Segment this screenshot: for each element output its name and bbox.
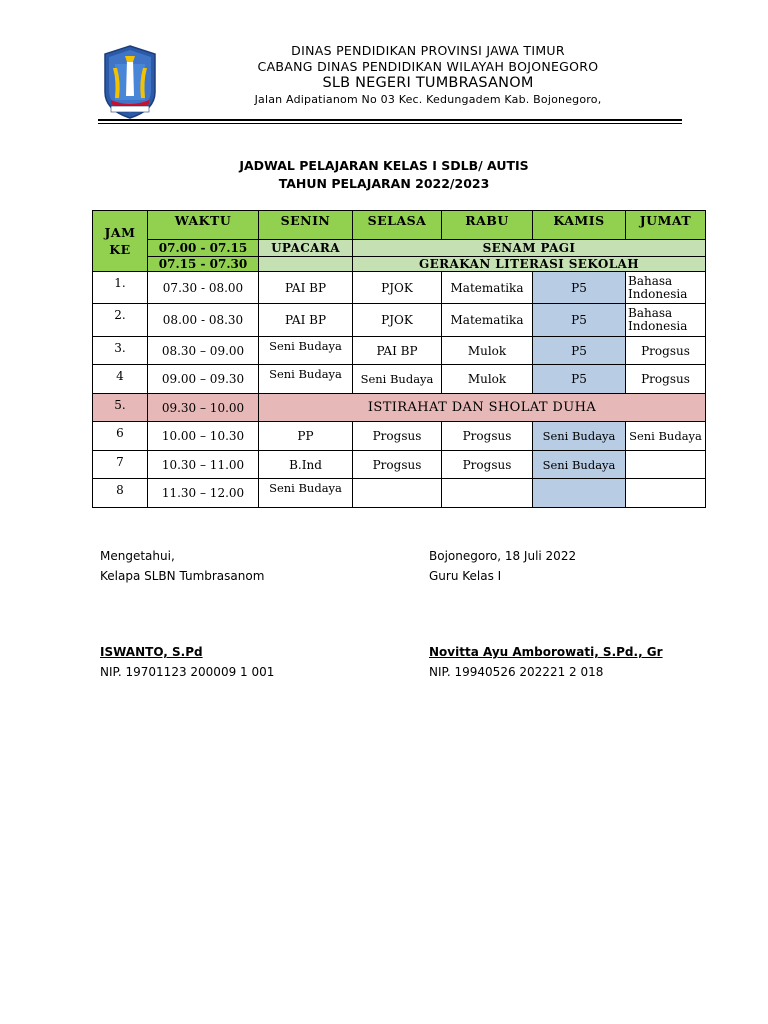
row-selasa: Progsus <box>353 451 442 479</box>
row-waktu: 07.30 - 08.00 <box>148 272 259 304</box>
row-jumat <box>626 451 706 479</box>
row-rabu: Progsus <box>442 451 533 479</box>
row-rabu: Mulok <box>442 337 533 365</box>
row-kamis: P5 <box>533 272 626 304</box>
table-row <box>93 422 706 451</box>
row-jam: 7 <box>93 451 148 479</box>
sig-left-name: ISWANTO, S.Pd <box>100 645 203 659</box>
east-java-emblem-icon <box>101 44 159 120</box>
letterhead-rule-thin <box>98 123 682 124</box>
table-row <box>93 337 706 365</box>
row-senin: PAI BP <box>259 272 353 304</box>
row-jam: 2. <box>93 304 148 337</box>
row-kamis: Seni Budaya <box>533 422 626 451</box>
sig-right-nip: NIP. 19940526 202221 2 018 <box>429 665 604 679</box>
row-selasa <box>353 479 442 508</box>
letterhead-agency: DINAS PENDIDIKAN PROVINSI JAWA TIMUR <box>291 43 565 58</box>
row-senin: B.Ind <box>259 451 353 479</box>
row-senin: Seni Budaya <box>259 365 353 394</box>
break-label: ISTIRAHAT DAN SHOLAT DUHA <box>259 394 706 422</box>
opening-activity-1: SENAM PAGI <box>353 240 706 257</box>
row-kamis: Seni Budaya <box>533 451 626 479</box>
letterhead-branch: CABANG DINAS PENDIDIKAN WILAYAH BOJONEGORO <box>257 59 599 74</box>
row-waktu: 09.00 – 09.30 <box>148 365 259 394</box>
opening-time-2: 07.15 - 07.30 <box>148 257 259 272</box>
row-jam: 1. <box>93 272 148 304</box>
table-row <box>93 272 706 304</box>
row-jumat: Progsus <box>626 365 706 394</box>
row-waktu: 10.00 – 10.30 <box>148 422 259 451</box>
header-kamis: KAMIS <box>533 211 626 240</box>
row-selasa: PJOK <box>353 304 442 337</box>
header-waktu: WAKTU <box>148 211 259 240</box>
header-senin: SENIN <box>259 211 353 240</box>
break-row <box>93 394 706 422</box>
row-kamis: P5 <box>533 304 626 337</box>
row-rabu: Mulok <box>442 365 533 394</box>
row-jam: 3. <box>93 337 148 365</box>
sig-left-position: Kelapa SLBN Tumbrasanom <box>100 569 265 583</box>
letterhead-rule-thick <box>98 119 682 121</box>
opening-senin-empty <box>259 257 353 272</box>
opening-time-1: 07.00 - 07.15 <box>148 240 259 257</box>
row-selasa: Progsus <box>353 422 442 451</box>
row-jam: 8 <box>93 479 148 508</box>
row-rabu: Progsus <box>442 422 533 451</box>
letterhead-address: Jalan Adipatianom No 03 Kec. Kedungadem Kab. Bojonegoro, <box>254 93 602 106</box>
letterhead-school-name: SLB NEGERI TUMBRASANOM <box>322 75 534 91</box>
row-jumat: Bahasa Indonesia <box>626 304 706 337</box>
row-senin: Seni Budaya <box>259 479 353 508</box>
row-waktu: 10.30 – 11.00 <box>148 451 259 479</box>
row-jumat: Progsus <box>626 337 706 365</box>
table-row <box>93 304 706 337</box>
row-waktu: 08.00 - 08.30 <box>148 304 259 337</box>
sig-right-name: Novitta Ayu Amborowati, S.Pd., Gr <box>429 645 663 659</box>
row-jumat: Bahasa Indonesia <box>626 272 706 304</box>
header-jam-ke: JAM KE <box>93 211 148 272</box>
row-jumat <box>626 479 706 508</box>
row-kamis: P5 <box>533 365 626 394</box>
row-selasa: PAI BP <box>353 337 442 365</box>
row-senin: PAI BP <box>259 304 353 337</box>
row-selasa: Seni Budaya <box>353 365 442 394</box>
header-selasa: SELASA <box>353 211 442 240</box>
row-jumat: Seni Budaya <box>626 422 706 451</box>
break-jam: 5. <box>93 394 148 422</box>
opening-activity-2: GERAKAN LITERASI SEKOLAH <box>353 257 706 272</box>
row-kamis <box>533 479 626 508</box>
opening-senin: UPACARA <box>259 240 353 257</box>
row-senin: Seni Budaya <box>259 337 353 365</box>
table-row <box>93 479 706 508</box>
header-rabu: RABU <box>442 211 533 240</box>
row-jam: 6 <box>93 422 148 451</box>
row-waktu: 08.30 – 09.00 <box>148 337 259 365</box>
row-waktu: 11.30 – 12.00 <box>148 479 259 508</box>
timetable <box>92 210 706 508</box>
break-waktu: 09.30 – 10.00 <box>148 394 259 422</box>
row-selasa: PJOK <box>353 272 442 304</box>
sig-right-position: Guru Kelas I <box>429 569 502 583</box>
sig-left-nip: NIP. 19701123 200009 1 001 <box>100 665 275 679</box>
academic-year: TAHUN PELAJARAN 2022/2023 <box>278 176 490 191</box>
row-rabu: Matematika <box>442 304 533 337</box>
sig-left-acknowledged: Mengetahui, <box>100 549 175 563</box>
document-title: JADWAL PELAJARAN KELAS I SDLB/ AUTIS <box>239 158 529 173</box>
row-rabu <box>442 479 533 508</box>
header-jumat: JUMAT <box>626 211 706 240</box>
table-row <box>93 365 706 394</box>
sig-right-date: Bojonegoro, 18 Juli 2022 <box>429 549 577 563</box>
row-senin: PP <box>259 422 353 451</box>
table-row <box>93 451 706 479</box>
row-kamis: P5 <box>533 337 626 365</box>
row-jam: 4 <box>93 365 148 394</box>
row-rabu: Matematika <box>442 272 533 304</box>
